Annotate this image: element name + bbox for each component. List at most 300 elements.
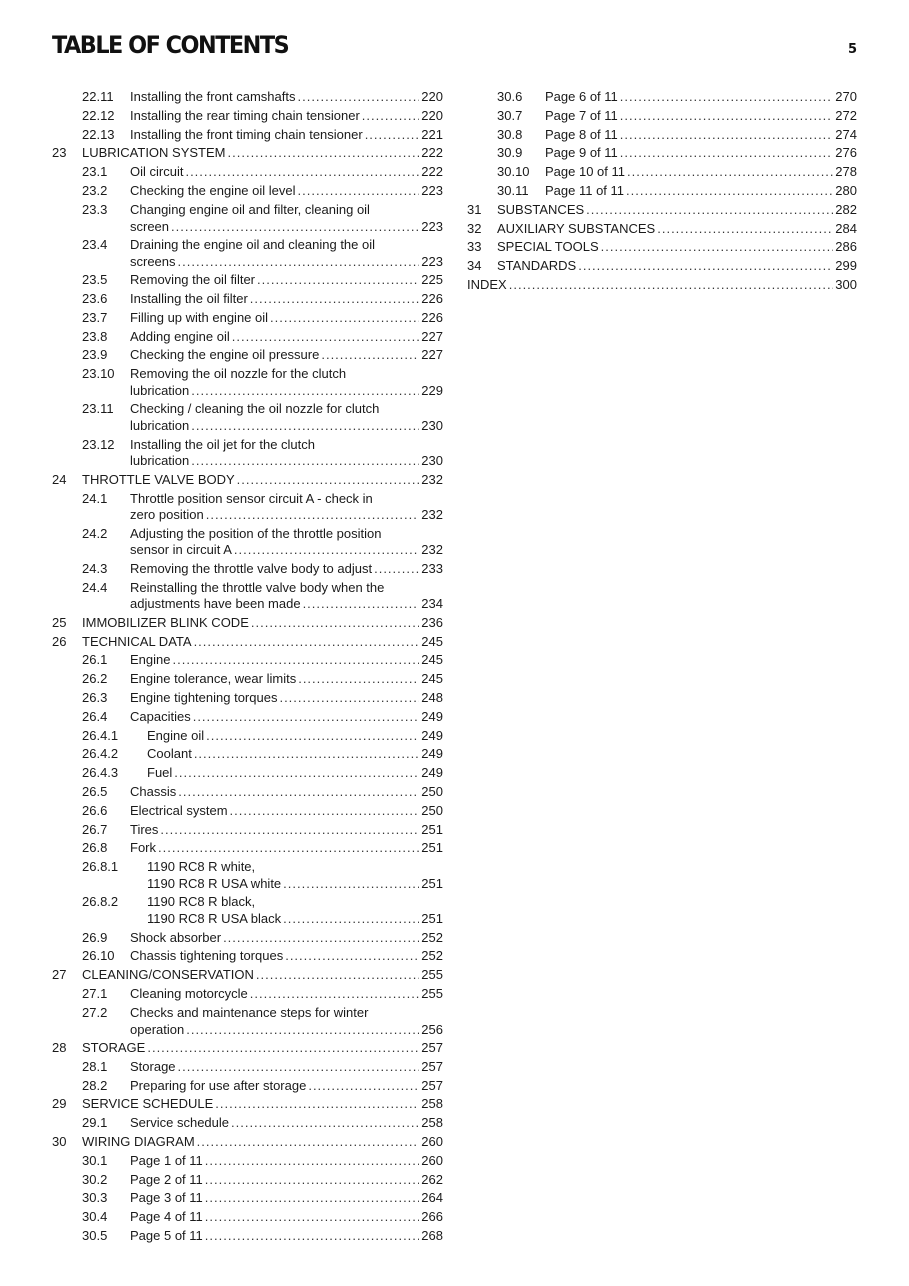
toc-entry-title: IMMOBILIZER BLINK CODE [82, 614, 249, 630]
toc-entry-body [497, 202, 857, 219]
toc-entry-body [130, 930, 443, 947]
toc-entry[interactable] [52, 1190, 443, 1209]
toc-entry-page[interactable]: 222 [421, 145, 443, 161]
toc-entry[interactable] [467, 145, 857, 164]
toc-entry-page[interactable]: 286 [835, 239, 857, 255]
toc-entry-number: 34 [467, 258, 482, 274]
toc-entry-last-line [147, 746, 443, 763]
toc-entry-last-line [130, 254, 443, 271]
toc-entry-number: 28 [52, 1039, 67, 1055]
toc-entry[interactable] [52, 765, 443, 784]
toc-entry[interactable] [467, 202, 857, 221]
toc-entry-title: 1190 RC8 R black, [147, 894, 256, 910]
toc-entry-number: 23.7 [82, 309, 108, 325]
toc-entry-number: 27.2 [82, 1004, 108, 1020]
toc-entry-page[interactable]: 257 [421, 1077, 443, 1093]
toc-entry-body [82, 1134, 443, 1151]
toc-entry[interactable] [52, 615, 443, 634]
toc-entry-page[interactable]: 233 [421, 560, 443, 576]
toc-entry-page[interactable]: 234 [421, 596, 443, 612]
toc-entry[interactable] [52, 366, 443, 401]
toc-entry-number: 24 [52, 471, 67, 487]
toc-entry-number: 30.1 [82, 1152, 108, 1168]
toc-entry[interactable] [52, 652, 443, 671]
toc-entry[interactable] [52, 986, 443, 1005]
toc-entry-page[interactable]: 260 [421, 1152, 443, 1168]
dot-leader [237, 472, 420, 489]
dot-leader [194, 746, 419, 763]
toc-entry-number: 30.9 [497, 145, 523, 161]
toc-entry-number: 26.10 [82, 948, 115, 964]
toc-entry-number: 30.2 [82, 1171, 108, 1187]
toc-entry-number: 24.1 [82, 490, 108, 506]
dot-leader [205, 1172, 420, 1189]
toc-entry-page[interactable]: 257 [421, 1039, 443, 1055]
toc-entry-number: 28.2 [82, 1077, 108, 1093]
dot-leader [205, 1228, 420, 1245]
toc-entry[interactable] [52, 1115, 443, 1134]
dot-leader [308, 1078, 419, 1095]
toc-entry-page[interactable]: 249 [421, 708, 443, 724]
toc-entry[interactable] [52, 1040, 443, 1059]
toc-entry[interactable] [52, 310, 443, 329]
toc-entry[interactable] [52, 329, 443, 348]
toc-entry-page[interactable]: 272 [835, 107, 857, 123]
toc-entry-page[interactable]: 251 [421, 821, 443, 837]
toc-entry-page[interactable]: 278 [835, 164, 857, 180]
toc-entry-body [130, 127, 443, 144]
toc-entry-page[interactable]: 245 [421, 652, 443, 668]
toc-entry-page[interactable]: 280 [835, 182, 857, 198]
toc-entry-body [130, 366, 443, 400]
toc-entry-title: Draining the engine oil and cleaning the oil [130, 236, 376, 252]
toc-entry-page[interactable]: 268 [421, 1227, 443, 1243]
toc-entry-body [82, 1040, 443, 1057]
toc-entry-number: 23.4 [82, 236, 108, 252]
toc-entry-body [497, 239, 857, 256]
dot-leader [186, 1022, 419, 1039]
toc-entry-last-line [130, 291, 443, 308]
toc-column-left [52, 89, 443, 1247]
toc-entry-number: 26.6 [82, 802, 108, 818]
toc-entry[interactable] [52, 930, 443, 949]
toc-entry-title: Page 11 of 11 [545, 182, 625, 198]
toc-entry-number: 26.4.1 [82, 727, 119, 743]
toc-entry[interactable] [52, 127, 443, 146]
toc-entry[interactable] [52, 1153, 443, 1172]
toc-entry-page[interactable]: 250 [421, 802, 443, 818]
toc-entry-number: 24.2 [82, 525, 108, 541]
dot-leader [206, 728, 419, 745]
toc-entry-last-line [130, 948, 443, 965]
dot-leader [172, 652, 419, 669]
toc-entry-number: 33 [467, 239, 482, 255]
toc-entry[interactable] [52, 728, 443, 747]
toc-entry-page[interactable]: 258 [421, 1115, 443, 1131]
toc-entry[interactable] [52, 561, 443, 580]
toc-entry[interactable] [52, 526, 443, 561]
toc-entry[interactable] [467, 164, 857, 183]
toc-entry-number: 25 [52, 614, 67, 630]
toc-entry-title: Shock absorber [130, 929, 222, 945]
toc-entry-last-line [130, 507, 443, 524]
toc-entry-last-line [82, 615, 443, 632]
toc-entry-body [130, 347, 443, 364]
dot-leader [256, 967, 419, 984]
dot-leader [197, 1134, 420, 1151]
toc-entry-body [545, 145, 857, 162]
toc-entry-title: Storage [130, 1058, 176, 1074]
toc-entry-last-line [130, 709, 443, 726]
toc-entry-page[interactable]: 227 [421, 347, 443, 363]
toc-entry-title: Removing the oil filter [130, 272, 255, 288]
toc-entry-page[interactable]: 230 [421, 453, 443, 469]
toc-entry-last-line [130, 784, 443, 801]
toc-entry-title: Tires [130, 821, 159, 837]
toc-entry-title: Electrical system [130, 802, 228, 818]
dot-leader [283, 876, 419, 893]
toc-entry-last-line [130, 1209, 443, 1226]
toc-entry[interactable] [467, 258, 857, 277]
dot-leader [298, 183, 420, 200]
toc-entry-number: 30.10 [497, 164, 530, 180]
toc-entry-page[interactable]: 249 [421, 765, 443, 781]
toc-entry-body [467, 277, 857, 294]
toc-entry-page[interactable]: 258 [421, 1096, 443, 1112]
toc-entry-page[interactable]: 251 [421, 840, 443, 856]
toc-entry[interactable] [52, 746, 443, 765]
dot-leader [158, 840, 419, 857]
toc-entry-page[interactable]: 251 [421, 876, 443, 892]
toc-entry-last-line [130, 219, 443, 236]
toc-entry-last-line [147, 876, 443, 893]
toc-entry[interactable] [52, 272, 443, 291]
toc-entry-body [130, 89, 443, 106]
toc-entry[interactable] [52, 709, 443, 728]
toc-entry-title: WIRING DIAGRAM [82, 1133, 195, 1149]
dot-leader [232, 329, 420, 346]
toc-entry[interactable] [52, 948, 443, 967]
toc-entry-number: 26.7 [82, 821, 108, 837]
toc-entry[interactable] [52, 840, 443, 859]
toc-entry-page[interactable]: 276 [835, 145, 857, 161]
toc-entry-body [545, 127, 857, 144]
toc-entry[interactable] [467, 89, 857, 108]
toc-entry[interactable] [52, 472, 443, 491]
dot-leader [283, 911, 419, 928]
toc-entry[interactable] [52, 1078, 443, 1097]
toc-entry-number: 30.7 [497, 107, 523, 123]
toc-entry-body [545, 89, 857, 106]
toc-entry-title: Capacities [130, 708, 191, 724]
toc-entry[interactable] [52, 237, 443, 272]
page-title: TABLE OF CONTENTS [52, 31, 289, 59]
toc-entry-body [130, 310, 443, 327]
toc-entry-page[interactable]: 255 [421, 985, 443, 1001]
toc-entry-last-line [130, 1059, 443, 1076]
toc-entry-number: 26 [52, 633, 67, 649]
dot-leader [601, 239, 834, 256]
toc-entry-title: lubrication [130, 418, 190, 434]
toc-entry-page[interactable]: 245 [421, 671, 443, 687]
toc-entry-page[interactable]: 245 [421, 633, 443, 649]
toc-entry-body [82, 145, 443, 162]
toc-entry-body [130, 803, 443, 820]
dot-leader [185, 164, 419, 181]
toc-entry[interactable] [52, 894, 443, 929]
toc-entry-number: 23.10 [82, 366, 115, 382]
toc-entry-title: LUBRICATION SYSTEM [82, 145, 226, 161]
toc-entry-page[interactable]: 223 [421, 218, 443, 234]
toc-entry-body [82, 472, 443, 489]
toc-entry-body [130, 164, 443, 181]
toc-entry-last-line [130, 127, 443, 144]
dot-leader [578, 258, 833, 275]
toc-entry[interactable] [467, 221, 857, 240]
toc-entry-page[interactable]: 232 [421, 507, 443, 523]
toc-entry-page[interactable]: 299 [835, 258, 857, 274]
toc-entry-page[interactable]: 223 [421, 182, 443, 198]
toc-entry-last-line [130, 164, 443, 181]
toc-entry-title: TECHNICAL DATA [82, 633, 192, 649]
toc-entry-last-line [130, 272, 443, 289]
toc-entry[interactable] [52, 784, 443, 803]
toc-entry-body [130, 784, 443, 801]
toc-entry-last-line [130, 1228, 443, 1245]
toc-entry-title: Engine tolerance, wear limits [130, 671, 297, 687]
toc-entry[interactable] [52, 671, 443, 690]
toc-entry[interactable] [467, 127, 857, 146]
toc-entry-page[interactable]: 225 [421, 272, 443, 288]
toc-entry-page[interactable]: 250 [421, 784, 443, 800]
toc-entry-page[interactable]: 220 [421, 89, 443, 104]
toc-entry-page[interactable]: 249 [421, 746, 443, 762]
toc-entry-body [130, 329, 443, 346]
toc-entry-page[interactable]: 220 [421, 107, 443, 123]
dot-leader [620, 145, 834, 162]
toc-entry-body [545, 164, 857, 181]
dot-leader [160, 822, 419, 839]
toc-entry-last-line [147, 911, 443, 928]
dot-leader [285, 948, 419, 965]
toc-entry-page[interactable]: 300 [835, 276, 857, 292]
toc-entry-number: 30.5 [82, 1227, 108, 1243]
toc-entry-last-line [130, 347, 443, 364]
toc-entry-page[interactable]: 251 [421, 911, 443, 927]
toc-entry[interactable] [52, 1005, 443, 1040]
toc-entry[interactable] [52, 803, 443, 822]
toc-entry-body [130, 108, 443, 125]
dot-leader [257, 272, 419, 289]
toc-entry-page[interactable]: 249 [421, 727, 443, 743]
toc-entry-title: adjustments have been made [130, 596, 301, 612]
toc-entry[interactable] [52, 347, 443, 366]
toc-entry[interactable] [467, 108, 857, 127]
toc-entry-body [130, 1228, 443, 1245]
toc-entry-page[interactable]: 226 [421, 290, 443, 306]
toc-entry-title: Coolant [147, 746, 192, 762]
dot-leader [223, 930, 419, 947]
dot-leader [171, 219, 419, 236]
toc-entry[interactable] [52, 1209, 443, 1228]
toc-entry-number: 26.5 [82, 784, 108, 800]
toc-entry-title: Chassis tightening torques [130, 948, 284, 964]
toc-entry[interactable] [52, 967, 443, 986]
toc-entry-page[interactable]: 284 [835, 220, 857, 236]
toc-entry-title: Installing the front timing chain tensioner [130, 126, 363, 142]
toc-entry-last-line [82, 1096, 443, 1113]
toc-entry[interactable] [467, 277, 857, 296]
toc-entry[interactable] [467, 183, 857, 202]
dot-leader [250, 986, 420, 1003]
toc-entry-last-line [545, 89, 857, 106]
toc-entry[interactable] [52, 822, 443, 841]
toc-entry-page[interactable]: 248 [421, 690, 443, 706]
toc-entry-title: Page 8 of 11 [545, 126, 618, 142]
toc-entry-title: Engine oil [147, 727, 205, 743]
toc-entry[interactable] [52, 437, 443, 472]
toc-entry[interactable] [52, 108, 443, 127]
toc-entry-last-line [497, 239, 857, 256]
dot-leader [251, 615, 419, 632]
toc-entry-body [497, 221, 857, 238]
toc-entry-page[interactable]: 230 [421, 418, 443, 434]
toc-entry-last-line [545, 127, 857, 144]
toc-entry-page[interactable]: 222 [421, 164, 443, 180]
toc-entry-page[interactable]: 221 [421, 126, 443, 142]
toc-entry-last-line [545, 108, 857, 125]
toc-entry-page[interactable]: 266 [421, 1209, 443, 1225]
toc-entry-title: Fuel [147, 765, 173, 781]
toc-entry-body [147, 728, 443, 745]
toc-entry-title: Installing the rear timing chain tensioner [130, 107, 360, 123]
toc-entry-number: 23.12 [82, 436, 115, 452]
toc-entry[interactable] [52, 634, 443, 653]
toc-entry-title: 1190 RC8 R USA black [147, 911, 282, 927]
toc-entry-page[interactable]: 232 [421, 542, 443, 558]
toc-entry[interactable] [52, 1096, 443, 1115]
toc-entry-page[interactable]: 262 [421, 1171, 443, 1187]
toc-entry-page[interactable]: 252 [421, 948, 443, 964]
toc-entry-page[interactable]: 255 [421, 967, 443, 983]
toc-entry[interactable] [52, 1134, 443, 1153]
toc-entry[interactable] [52, 401, 443, 436]
toc-entry-number: 28.1 [82, 1058, 108, 1074]
toc-entry-last-line [545, 145, 857, 162]
toc-entry-last-line [130, 930, 443, 947]
dot-leader [191, 383, 419, 400]
toc-entry-title: Installing the front camshafts [130, 89, 296, 104]
dot-leader [147, 1040, 419, 1057]
toc-entry-page[interactable]: 260 [421, 1133, 443, 1149]
toc-entry-number: 22.11 [82, 89, 114, 104]
toc-entry[interactable] [52, 580, 443, 615]
toc-entry-body [147, 746, 443, 763]
toc-entry-body [545, 108, 857, 125]
toc-entry[interactable] [52, 491, 443, 526]
dot-leader [178, 784, 419, 801]
dot-leader [178, 1059, 420, 1076]
toc-entry-title: Page 2 of 11 [130, 1171, 203, 1187]
dot-leader [627, 164, 833, 181]
dot-leader [365, 127, 420, 144]
toc-entry-number: 24.3 [82, 560, 108, 576]
toc-column-right [467, 89, 857, 296]
toc-entry-body [130, 526, 443, 560]
toc-entry-page[interactable]: 270 [835, 89, 857, 104]
toc-entry-last-line [467, 277, 857, 294]
toc-entry-last-line [130, 329, 443, 346]
toc-entry-title: Installing the oil filter [130, 290, 248, 306]
toc-entry-number: 22.12 [82, 107, 115, 123]
dot-leader [620, 108, 834, 125]
toc-entry-number: 23.2 [82, 182, 108, 198]
toc-entry[interactable] [52, 202, 443, 237]
toc-entry-page[interactable]: 282 [835, 201, 857, 217]
dot-leader [303, 596, 420, 613]
toc-entry-body [130, 1209, 443, 1226]
toc-entry-body [130, 690, 443, 707]
toc-entry[interactable] [467, 239, 857, 258]
dot-leader [279, 690, 419, 707]
toc-entry[interactable] [52, 164, 443, 183]
toc-entry-page[interactable]: 223 [421, 253, 443, 269]
toc-entry[interactable] [52, 89, 443, 108]
toc-entry-title: Fork [130, 840, 156, 856]
toc-entry-page[interactable]: 229 [421, 382, 443, 398]
toc-entry-page[interactable]: 252 [421, 929, 443, 945]
toc-entry[interactable] [52, 145, 443, 164]
toc-entry-page[interactable]: 256 [421, 1021, 443, 1037]
toc-entry[interactable] [52, 1228, 443, 1247]
toc-entry-page[interactable]: 226 [421, 309, 443, 325]
toc-entry-page[interactable]: 257 [421, 1058, 443, 1074]
dot-leader [620, 89, 834, 106]
toc-entry-last-line [545, 183, 857, 200]
toc-entry-title: Removing the throttle valve body to adjust [130, 560, 373, 576]
toc-entry-last-line [82, 967, 443, 984]
toc-entry[interactable] [52, 291, 443, 310]
toc-entry-number: 23.8 [82, 328, 108, 344]
toc-entry-number: 26.8 [82, 840, 108, 856]
toc-entry-number: 23 [52, 145, 67, 161]
toc-entry-body [130, 986, 443, 1003]
toc-entry-last-line [147, 765, 443, 782]
toc-entry-page[interactable]: 274 [835, 126, 857, 142]
dot-leader [230, 803, 420, 820]
toc-entry-last-line [130, 1172, 443, 1189]
toc-entry[interactable] [52, 183, 443, 202]
toc-entry[interactable] [52, 1172, 443, 1191]
toc-entry-page[interactable]: 232 [421, 471, 443, 487]
toc-entry[interactable] [52, 859, 443, 894]
toc-entry[interactable] [52, 690, 443, 709]
toc-entry-number: 26.2 [82, 671, 108, 687]
toc-entry-page[interactable]: 227 [421, 328, 443, 344]
toc-entry-title: STORAGE [82, 1039, 146, 1055]
toc-entry-body [82, 1096, 443, 1113]
toc-entry-number: 29 [52, 1096, 67, 1112]
toc-entry-body [130, 272, 443, 289]
toc-entry-page[interactable]: 264 [421, 1190, 443, 1206]
toc-entry-number: 22.13 [82, 126, 115, 142]
toc-entry-title: Adding engine oil [130, 328, 230, 344]
toc-entry-number: 26.9 [82, 929, 108, 945]
toc-entry-page[interactable]: 236 [421, 614, 443, 630]
toc-entry-last-line [130, 840, 443, 857]
dot-leader [626, 183, 833, 200]
toc-entry[interactable] [52, 1059, 443, 1078]
